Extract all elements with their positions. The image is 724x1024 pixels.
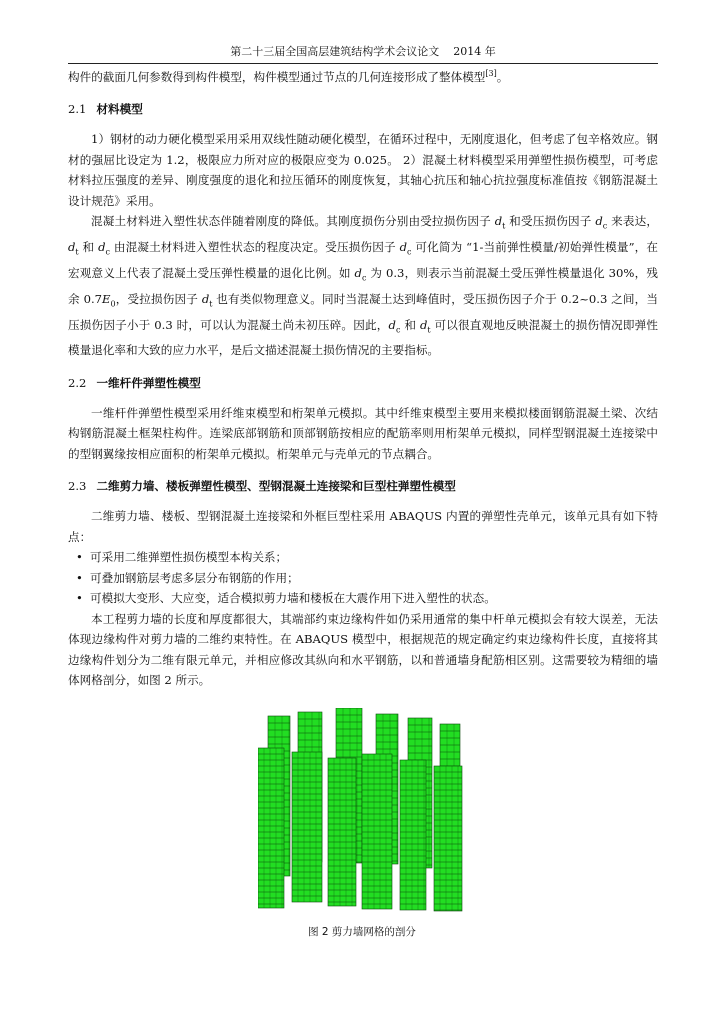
- feature-list: [68, 547, 658, 609]
- paper-page: [68, 44, 658, 691]
- header-title: 第二十三届全国高层建筑结构学术会议论文: [230, 45, 440, 58]
- list-item: • 可模拟大变形、大应变，适合模拟剪力墙和楼板在大震作用下进入塑性的状态。: [76, 591, 496, 606]
- mesh-model-image: [258, 708, 468, 918]
- wall-panel: [400, 760, 426, 910]
- section-2-1-paragraph-1: 1）钢材的动力硬化模型采用采用双线性随动硬化模型，在循环过程中，无刚度退化，但考虑了包辛格效应。钢材的强屈比设定为 1.2，极限应力所对应的极限应变为 0.025。 2）混凝土材料模型采用弹塑性损伤模型，可考虑材料拉压强度的差异、刚度强度的退化和拉压循环的刚度恢复，其轴心抗压和轴心抗拉强度标准值按《钢筋混凝土设计规范》采用。: [68, 132, 658, 208]
- running-header: [68, 44, 658, 64]
- section-2-3-heading: 2.3 二维剪力墙、楼板弹塑性模型、型钢混凝土连接梁和巨型柱弹塑性模型: [68, 479, 456, 494]
- section-2-2-heading: 2.2 一维杆件弹塑性模型: [68, 375, 201, 390]
- list-item: • 可采用二维弹塑性损伤模型本构关系；: [76, 550, 288, 565]
- figure-caption: 图 2 剪力墙网格的剖分: [308, 926, 416, 938]
- wall-panel: [434, 766, 462, 911]
- citation-ref: [3]: [485, 69, 497, 78]
- section-2-2-paragraph: 一维杆件弹塑性模型采用纤维束模型和桁架单元模拟。其中纤维束模型主要用来模拟楼面钢筋混凝土梁、次结构钢筋混凝土框架柱构件。连梁底部钢筋和顶部钢筋按相应的配筋率则用桁架单元模拟，同样型钢混凝土连接梁中的型钢翼缘按相应面积的桁架单元模拟。桁架单元与壳单元的节点耦合。: [68, 405, 658, 461]
- intro-line: 构件的截面几何参数得到构件模型，构件模型通过节点的几何连接形成了整体模型[3]。: [68, 69, 509, 84]
- section-2-1-heading: 2.1 材料模型: [68, 102, 143, 117]
- list-item: • 可叠加钢筋层考虑多层分布钢筋的作用；: [76, 570, 299, 585]
- section-2-3-paragraph-2: 本工程剪力墙的长度和厚度都很大，其端部约束边缘构件如仍采用通常的集中杆单元模拟会有较大误差，无法体现边缘构件对剪力墙的二维约束特性。在 ABAQUS 模型中，根据规范的规定确定约束边缘构件长度，直接将其边缘构件划分为二维有限元单元，并相应修改其纵向和水平钢筋，以和普通墙身配筋相区别。这需要较为精细的墙体网格剖分，如图 2 所示。: [68, 611, 658, 688]
- section-2-1-paragraph-2: 混凝土材料进入塑性状态伴随着刚度的降低。其刚度损伤分别由受拉损伤因子 $d_t$ 和受压损伤因子 $d_c$ 来表达，$d_t$ 和 $d_c$ 由混凝土材料进入塑性状态的程度决定。受压损伤因子 $d_c$ 可化简为 “1-当前弹性模量/初始弹性模量”，在宏观意义上代表了混凝土受压弹性模量的退化比例。如 $d_c$ 为 0.3，则表示当前混凝土受压弹性模量退化 30%，残余 $0.7E_0$，受拉损伤因子 $d_t$ 也有类似物理意义。同时当混凝土达到峰值时，受压损伤因子介于 0.2~0.3 之间，当压损伤因子小于 0.3 时，可以认为混凝土尚未初压碎。因此，$d_c$ 和 $d_t$ 可以很直观地反映混凝土的损伤情况即弹性模量退化率和大致的应力水平，是后文描述混凝土损伤情况的主要指标。: [68, 214, 659, 358]
- shear-wall-mesh-figure: [258, 708, 468, 918]
- header-year: 2014 年: [453, 45, 496, 58]
- wall-panel: [292, 752, 322, 902]
- section-2-3-paragraph-1: 二维剪力墙、楼板、型钢混凝土连接梁和外框巨型柱采用 ABAQUS 内置的弹塑性壳单元，该单元具有如下特点：: [68, 509, 658, 544]
